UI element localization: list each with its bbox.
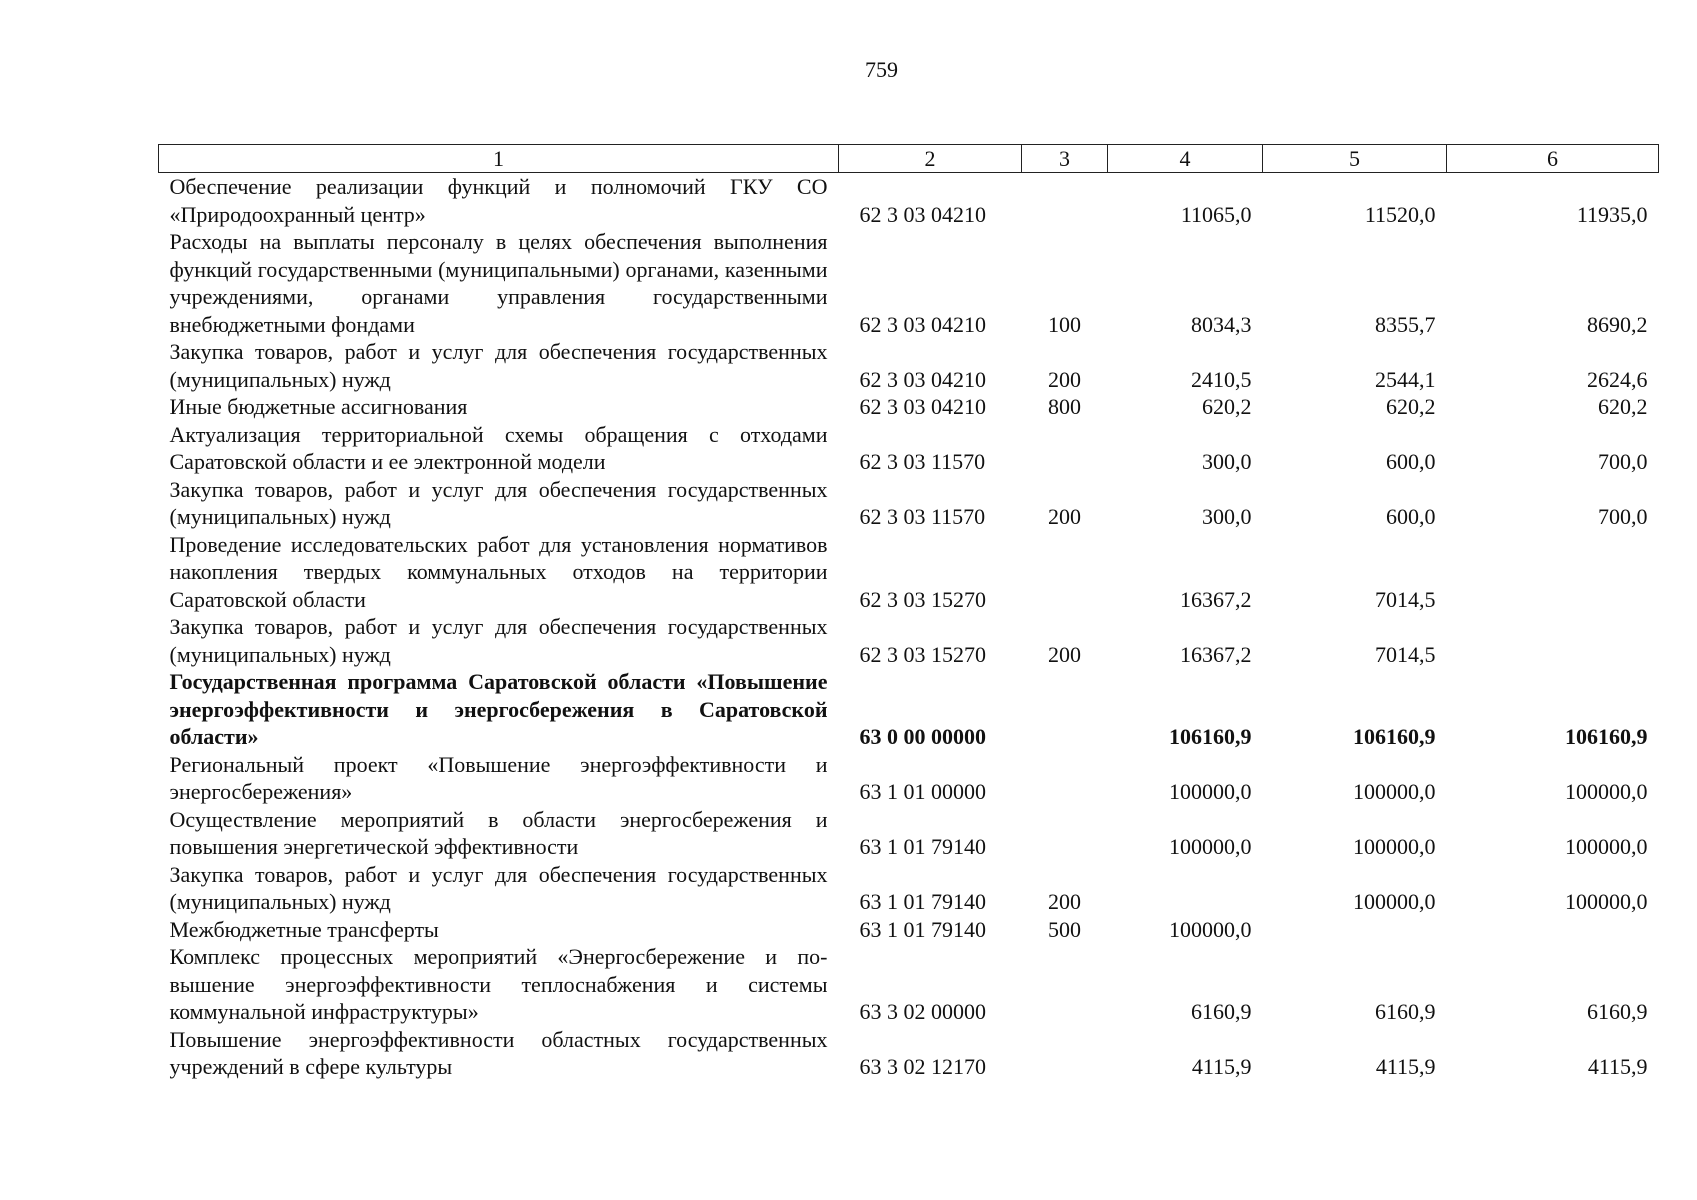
row-target-code: 62 3 03 04210 <box>859 366 986 392</box>
row-description: Закупка товаров, работ и услуг для обеспечения государственных (муниципальных) нужд <box>169 861 828 914</box>
row-expense-type: 800 <box>1048 394 1081 419</box>
header-col-5: 5 <box>1263 145 1447 173</box>
row-expense-type: 200 <box>1048 504 1081 529</box>
header-row <box>159 145 1659 173</box>
table-row <box>159 228 1659 338</box>
table-row <box>159 476 1659 531</box>
row-value-col5: 11520,0 <box>1364 201 1436 227</box>
table-row <box>159 613 1659 668</box>
row-value-col5: 7014,5 <box>1375 641 1436 667</box>
row-value-col6: 106160,9 <box>1565 724 1648 749</box>
row-value-col4: 300,0 <box>1202 504 1252 529</box>
row-target-code: 62 3 03 15270 <box>859 641 986 667</box>
row-description: Проведение исследовательских работ для установления нормативов накопления твердых коммунальных отходов на территории Саратовской области <box>169 531 828 612</box>
row-expense-type <box>1022 943 1108 1026</box>
table-row <box>159 338 1659 393</box>
row-description: Закупка товаров, работ и услуг для обеспечения государственных (муниципальных) нужд <box>169 339 828 392</box>
table-row <box>159 421 1659 476</box>
row-value-col4: 11065,0 <box>1180 201 1252 227</box>
row-target-code: 62 3 03 11570 <box>859 449 986 474</box>
row-target-code: 63 1 01 00000 <box>859 779 986 804</box>
row-value-col6: 8690,2 <box>1587 311 1648 337</box>
row-value-col5: 6160,9 <box>1375 999 1436 1024</box>
table-body <box>159 173 1659 1081</box>
table-header <box>159 145 1659 173</box>
row-description: Закупка товаров, работ и услуг для обеспечения государственных (муниципальных) нужд <box>169 476 828 529</box>
row-value-col4: 6160,9 <box>1191 999 1252 1024</box>
row-expense-type <box>1022 421 1108 476</box>
row-expense-type <box>1022 173 1108 229</box>
page-number: 759 <box>865 57 898 82</box>
row-target-code: 63 1 01 79140 <box>859 889 986 914</box>
row-value-col6 <box>1447 613 1659 668</box>
header-col-6: 6 <box>1447 145 1659 173</box>
row-value-col5: 106160,9 <box>1353 724 1436 749</box>
row-target-code: 62 3 03 04210 <box>859 394 986 419</box>
row-description: Обеспечение реализации функций и полномочий ГКУ СО «Природоохранный центр» <box>169 174 828 227</box>
header-col-3: 3 <box>1022 145 1108 173</box>
row-expense-type: 200 <box>1048 641 1081 667</box>
row-description: Осуществление мероприятий в области энергосбережения и повышения энергетической эффективности <box>169 806 828 859</box>
row-value-col5: 600,0 <box>1386 504 1436 529</box>
row-target-code: 63 1 01 79140 <box>859 834 986 859</box>
row-value-col6 <box>1447 531 1659 614</box>
row-description: Расходы на выплаты персоналу в целях обеспечения выполнения функций государственными (муниципальными) органами, казенными учреждениями, органами управления государственными внебюджетными фондами <box>169 229 828 337</box>
row-value-col6: 700,0 <box>1598 504 1648 529</box>
row-value-col4: 100000,0 <box>1169 779 1252 804</box>
row-description: Комплекс процессных мероприятий «Энергосбережение и повышение энергоэффективности теплоснабжения и системы коммунальной инфраструктуры» <box>169 944 828 1024</box>
row-value-col5: 8355,7 <box>1375 311 1436 337</box>
row-value-col5: 7014,5 <box>1375 586 1436 612</box>
table-row <box>159 861 1659 916</box>
table-row <box>159 916 1659 944</box>
header-col-2: 2 <box>839 145 1022 173</box>
row-value-col6 <box>1447 916 1659 944</box>
row-description: Государственная программа Саратовской области «Повышение энергоэффективности и энергосбережения в Саратовской области» <box>169 669 828 749</box>
row-value-col4: 8034,3 <box>1191 311 1252 337</box>
row-description: Региональный проект «Повышение энергоэффективности и энергосбережения» <box>169 751 828 804</box>
table-row <box>159 393 1659 421</box>
row-value-col4: 16367,2 <box>1180 641 1252 667</box>
table-row <box>159 531 1659 614</box>
row-value-col6: 700,0 <box>1598 449 1648 474</box>
row-value-col4 <box>1108 861 1263 916</box>
row-description: Актуализация территориальной схемы обращения с отходами Саратовской области и ее электронной модели <box>169 421 828 474</box>
row-value-col6: 100000,0 <box>1565 779 1648 804</box>
row-value-col5: 100000,0 <box>1353 889 1436 914</box>
row-target-code: 63 1 01 79140 <box>859 916 986 942</box>
table-row <box>159 668 1659 751</box>
table-row <box>159 943 1659 1026</box>
row-target-code: 62 3 03 04210 <box>859 311 986 337</box>
row-value-col4: 2410,5 <box>1191 366 1252 392</box>
row-value-col5: 600,0 <box>1386 449 1436 474</box>
row-expense-type: 200 <box>1048 889 1081 914</box>
row-expense-type <box>1022 806 1108 861</box>
table-row <box>159 806 1659 861</box>
row-target-code: 63 3 02 00000 <box>859 999 986 1024</box>
row-value-col5: 2544,1 <box>1375 366 1436 392</box>
row-description: Межбюджетные трансферты <box>169 916 439 942</box>
row-value-col4: 106160,9 <box>1169 724 1252 749</box>
row-expense-type <box>1022 668 1108 751</box>
row-value-col4: 620,2 <box>1202 394 1252 419</box>
row-value-col6: 2624,6 <box>1587 366 1648 392</box>
row-description: Повышение энергоэффективности областных государственных учреждений в сфере культуры <box>169 1026 828 1079</box>
row-value-col5: 100000,0 <box>1353 779 1436 804</box>
row-target-code: 63 0 00 00000 <box>859 724 986 749</box>
row-target-code: 62 3 03 11570 <box>859 504 986 529</box>
table-row <box>159 751 1659 806</box>
row-value-col5: 100000,0 <box>1353 834 1436 859</box>
row-target-code: 63 3 02 12170 <box>859 1054 986 1079</box>
row-value-col6: 11935,0 <box>1576 201 1648 227</box>
row-value-col6: 100000,0 <box>1565 889 1648 914</box>
row-value-col4: 300,0 <box>1202 449 1252 474</box>
budget-table <box>158 144 1659 1081</box>
row-target-code: 62 3 03 04210 <box>859 201 986 227</box>
row-expense-type: 200 <box>1048 366 1081 392</box>
row-expense-type <box>1022 1026 1108 1081</box>
row-description: Закупка товаров, работ и услуг для обеспечения государственных (муниципальных) нужд <box>169 614 828 667</box>
row-value-col5: 4115,9 <box>1375 1054 1436 1079</box>
row-value-col4: 100000,0 <box>1169 834 1252 859</box>
row-expense-type: 100 <box>1048 311 1081 337</box>
row-description: Иные бюджетные ассигнования <box>169 394 468 419</box>
row-expense-type <box>1022 751 1108 806</box>
row-value-col6: 4115,9 <box>1587 1054 1648 1079</box>
row-value-col4: 4115,9 <box>1191 1054 1252 1079</box>
row-value-col4: 100000,0 <box>1169 916 1252 942</box>
header-col-4: 4 <box>1108 145 1263 173</box>
row-value-col5 <box>1263 916 1447 944</box>
row-expense-type: 500 <box>1048 916 1081 942</box>
table-row <box>159 173 1659 229</box>
row-value-col6: 6160,9 <box>1587 999 1648 1024</box>
header-col-1: 1 <box>159 145 839 173</box>
row-expense-type <box>1022 531 1108 614</box>
row-target-code: 62 3 03 15270 <box>859 586 986 612</box>
budget-table-container <box>158 144 1658 1081</box>
table-row <box>159 1026 1659 1081</box>
row-value-col4: 16367,2 <box>1180 586 1252 612</box>
row-value-col5: 620,2 <box>1386 394 1436 419</box>
row-value-col6: 100000,0 <box>1565 834 1648 859</box>
row-value-col6: 620,2 <box>1598 394 1648 419</box>
